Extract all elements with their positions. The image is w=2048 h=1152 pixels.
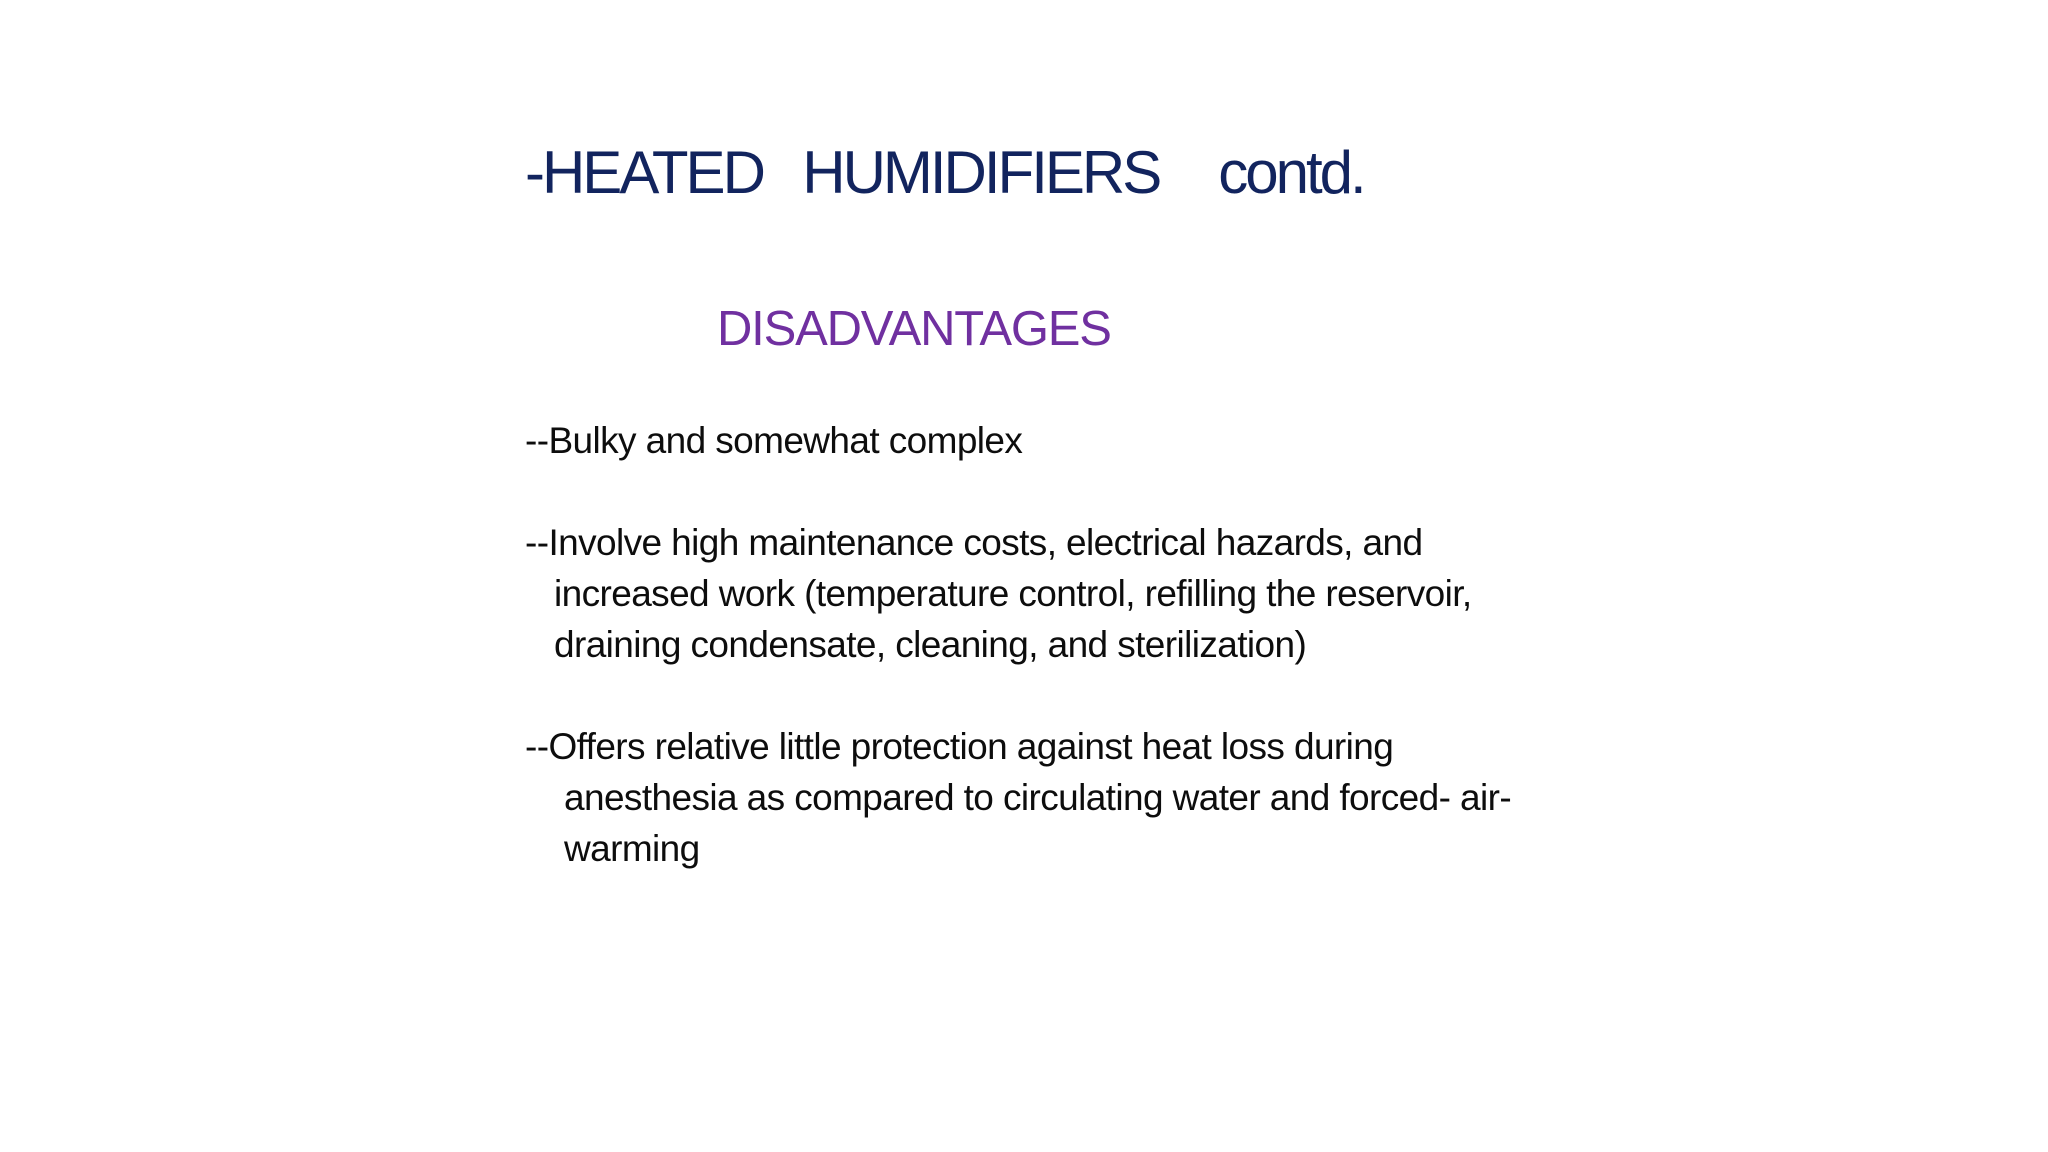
bullet-marker: -- [525,726,549,767]
bullet-marker: -- [525,522,549,563]
bullet-text: Bulky and somewhat complex [548,420,1023,461]
bullet-text: Offers relative little protection against heat loss during anesthesia as compared to circulating water and forced- air-warming [548,726,1512,869]
section-heading: DISADVANTAGES [717,302,1111,356]
bullet-item [525,517,1525,670]
bullet-item [525,415,1525,466]
bullet-text: Involve high maintenance costs, electrical hazards, and increased work (temperature control, refilling the reservoir, draining condensate, cleaning, and sterilization) [548,522,1472,665]
bullet-item [525,721,1525,874]
bullet-list [525,415,1525,874]
slide-content [525,130,1525,874]
bullet-marker: -- [525,420,549,461]
slide-title: -HEATED HUMIDIFIERS contd. [525,139,1364,206]
